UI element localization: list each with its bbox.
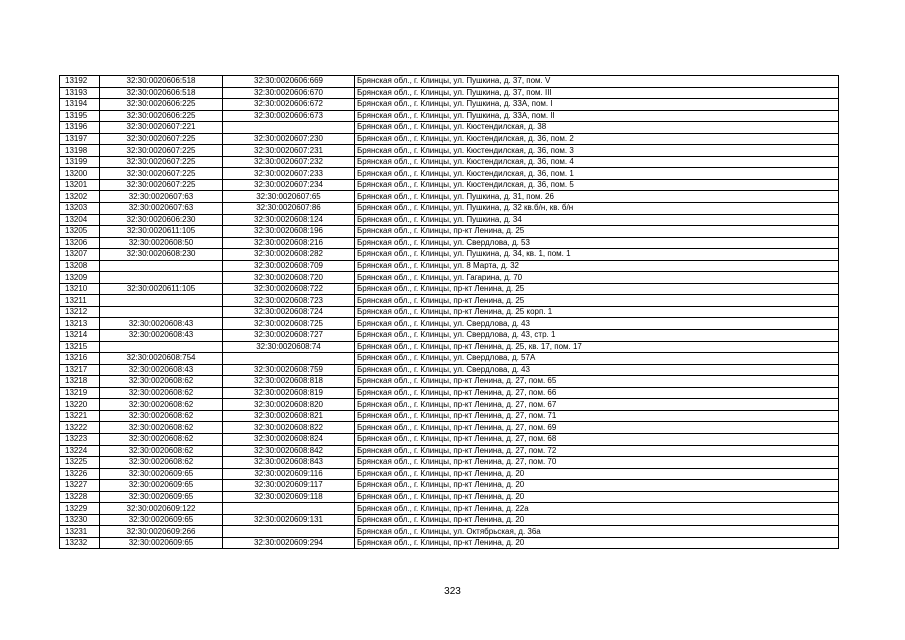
table-row bbox=[60, 203, 839, 215]
row-number-cell: 13200 bbox=[60, 168, 100, 180]
cadastral-number-cell: 32:30:0020609:294 bbox=[223, 537, 355, 549]
parent-cadastral-number-cell: 32:30:0020606:225 bbox=[100, 110, 223, 122]
cadastral-number-cell: 32:30:0020608:216 bbox=[223, 237, 355, 249]
address-cell: Брянская обл., г. Клинцы, ул. Пушкина, д. 33А, пом. II bbox=[355, 110, 839, 122]
address-cell: Брянская обл., г. Клинцы, ул. Кюстендилская, д. 36, пом. 2 bbox=[355, 133, 839, 145]
cadastral-number-cell: 32:30:0020608:822 bbox=[223, 422, 355, 434]
table-body bbox=[60, 76, 839, 549]
property-table bbox=[59, 75, 839, 549]
table-row bbox=[60, 526, 839, 538]
cadastral-number-cell: 32:30:0020609:116 bbox=[223, 468, 355, 480]
cadastral-number-cell bbox=[223, 503, 355, 515]
parent-cadastral-number-cell: 32:30:0020611:105 bbox=[100, 226, 223, 238]
row-number-cell: 13227 bbox=[60, 480, 100, 492]
cadastral-number-cell: 32:30:0020608:723 bbox=[223, 295, 355, 307]
row-number-cell: 13196 bbox=[60, 122, 100, 134]
row-number-cell: 13229 bbox=[60, 503, 100, 515]
address-cell: Брянская обл., г. Клинцы, пр-кт Ленина, д. 27, пом. 68 bbox=[355, 433, 839, 445]
table-row bbox=[60, 422, 839, 434]
parent-cadastral-number-cell: 32:30:0020608:50 bbox=[100, 237, 223, 249]
parent-cadastral-number-cell: 32:30:0020608:62 bbox=[100, 399, 223, 411]
row-number-cell: 13225 bbox=[60, 457, 100, 469]
parent-cadastral-number-cell bbox=[100, 306, 223, 318]
cadastral-number-cell: 32:30:0020606:669 bbox=[223, 76, 355, 88]
cadastral-number-cell: 32:30:0020607:86 bbox=[223, 203, 355, 215]
parent-cadastral-number-cell bbox=[100, 260, 223, 272]
cadastral-number-cell: 32:30:0020608:820 bbox=[223, 399, 355, 411]
row-number-cell: 13228 bbox=[60, 491, 100, 503]
parent-cadastral-number-cell: 32:30:0020608:62 bbox=[100, 376, 223, 388]
parent-cadastral-number-cell: 32:30:0020608:230 bbox=[100, 249, 223, 261]
table-row bbox=[60, 214, 839, 226]
address-cell: Брянская обл., г. Клинцы, ул. Кюстендилская, д. 38 bbox=[355, 122, 839, 134]
parent-cadastral-number-cell: 32:30:0020607:225 bbox=[100, 133, 223, 145]
row-number-cell: 13210 bbox=[60, 283, 100, 295]
table-row bbox=[60, 260, 839, 272]
table-row bbox=[60, 387, 839, 399]
row-number-cell: 13222 bbox=[60, 422, 100, 434]
cadastral-number-cell: 32:30:0020606:672 bbox=[223, 99, 355, 111]
table-row bbox=[60, 514, 839, 526]
row-number-cell: 13217 bbox=[60, 364, 100, 376]
row-number-cell: 13224 bbox=[60, 445, 100, 457]
table-row bbox=[60, 76, 839, 88]
parent-cadastral-number-cell: 32:30:0020608:62 bbox=[100, 410, 223, 422]
address-cell: Брянская обл., г. Клинцы, пр-кт Ленина, д. 20 bbox=[355, 514, 839, 526]
address-cell: Брянская обл., г. Клинцы, пр-кт Ленина, д. 27, пом. 72 bbox=[355, 445, 839, 457]
address-cell: Брянская обл., г. Клинцы, ул. Пушкина, д. 31, пом. 26 bbox=[355, 191, 839, 203]
row-number-cell: 13206 bbox=[60, 237, 100, 249]
address-cell: Брянская обл., г. Клинцы, пр-кт Ленина, д. 25 bbox=[355, 295, 839, 307]
parent-cadastral-number-cell: 32:30:0020609:122 bbox=[100, 503, 223, 515]
cadastral-number-cell: 32:30:0020608:821 bbox=[223, 410, 355, 422]
address-cell: Брянская обл., г. Клинцы, пр-кт Ленина, д. 20 bbox=[355, 480, 839, 492]
row-number-cell: 13199 bbox=[60, 156, 100, 168]
cadastral-number-cell: 32:30:0020609:131 bbox=[223, 514, 355, 526]
parent-cadastral-number-cell: 32:30:0020606:230 bbox=[100, 214, 223, 226]
cadastral-number-cell: 32:30:0020608:282 bbox=[223, 249, 355, 261]
parent-cadastral-number-cell: 32:30:0020609:65 bbox=[100, 491, 223, 503]
table-row bbox=[60, 110, 839, 122]
table-row bbox=[60, 295, 839, 307]
address-cell: Брянская обл., г. Клинцы, пр-кт Ленина, д. 25 bbox=[355, 283, 839, 295]
row-number-cell: 13209 bbox=[60, 272, 100, 284]
row-number-cell: 13226 bbox=[60, 468, 100, 480]
address-cell: Брянская обл., г. Клинцы, ул. Кюстендилская, д. 36, пом. 5 bbox=[355, 179, 839, 191]
parent-cadastral-number-cell: 32:30:0020609:65 bbox=[100, 468, 223, 480]
row-number-cell: 13203 bbox=[60, 203, 100, 215]
row-number-cell: 13201 bbox=[60, 179, 100, 191]
address-cell: Брянская обл., г. Клинцы, ул. Пушкина, д. 33А, пом. I bbox=[355, 99, 839, 111]
parent-cadastral-number-cell: 32:30:0020607:63 bbox=[100, 191, 223, 203]
cadastral-number-cell: 32:30:0020608:722 bbox=[223, 283, 355, 295]
row-number-cell: 13195 bbox=[60, 110, 100, 122]
address-cell: Брянская обл., г. Клинцы, ул. Октябрьская, д. 36а bbox=[355, 526, 839, 538]
cadastral-number-cell: 32:30:0020607:230 bbox=[223, 133, 355, 145]
cadastral-number-cell: 32:30:0020606:670 bbox=[223, 87, 355, 99]
parent-cadastral-number-cell: 32:30:0020607:221 bbox=[100, 122, 223, 134]
table-row bbox=[60, 376, 839, 388]
table-row bbox=[60, 87, 839, 99]
cadastral-number-cell: 32:30:0020608:724 bbox=[223, 306, 355, 318]
row-number-cell: 13197 bbox=[60, 133, 100, 145]
table-row bbox=[60, 480, 839, 492]
address-cell: Брянская обл., г. Клинцы, пр-кт Ленина, д. 27, пом. 70 bbox=[355, 457, 839, 469]
table-row bbox=[60, 491, 839, 503]
parent-cadastral-number-cell: 32:30:0020607:225 bbox=[100, 168, 223, 180]
parent-cadastral-number-cell: 32:30:0020608:43 bbox=[100, 318, 223, 330]
row-number-cell: 13204 bbox=[60, 214, 100, 226]
row-number-cell: 13230 bbox=[60, 514, 100, 526]
address-cell: Брянская обл., г. Клинцы, пр-кт Ленина, д. 20 bbox=[355, 468, 839, 480]
address-cell: Брянская обл., г. Клинцы, ул. 8 Марта, д. 32 bbox=[355, 260, 839, 272]
table-row bbox=[60, 283, 839, 295]
address-cell: Брянская обл., г. Клинцы, пр-кт Ленина, д. 20 bbox=[355, 537, 839, 549]
table-row bbox=[60, 237, 839, 249]
page-number: 323 bbox=[444, 586, 461, 597]
address-cell: Брянская обл., г. Клинцы, ул. Свердлова, д. 53 bbox=[355, 237, 839, 249]
table-row bbox=[60, 179, 839, 191]
row-number-cell: 13205 bbox=[60, 226, 100, 238]
cadastral-number-cell: 32:30:0020607:232 bbox=[223, 156, 355, 168]
address-cell: Брянская обл., г. Клинцы, ул. Пушкина, д. 34, кв. 1, пом. 1 bbox=[355, 249, 839, 261]
row-number-cell: 13211 bbox=[60, 295, 100, 307]
cadastral-number-cell: 32:30:0020608:196 bbox=[223, 226, 355, 238]
table-row bbox=[60, 122, 839, 134]
row-number-cell: 13231 bbox=[60, 526, 100, 538]
table-row bbox=[60, 433, 839, 445]
table-row bbox=[60, 410, 839, 422]
cadastral-number-cell: 32:30:0020608:843 bbox=[223, 457, 355, 469]
address-cell: Брянская обл., г. Клинцы, пр-кт Ленина, д. 27, пом. 66 bbox=[355, 387, 839, 399]
parent-cadastral-number-cell: 32:30:0020607:225 bbox=[100, 145, 223, 157]
row-number-cell: 13194 bbox=[60, 99, 100, 111]
parent-cadastral-number-cell: 32:30:0020607:225 bbox=[100, 179, 223, 191]
table-row bbox=[60, 399, 839, 411]
row-number-cell: 13207 bbox=[60, 249, 100, 261]
cadastral-number-cell: 32:30:0020607:65 bbox=[223, 191, 355, 203]
parent-cadastral-number-cell: 32:30:0020608:62 bbox=[100, 433, 223, 445]
row-number-cell: 13208 bbox=[60, 260, 100, 272]
address-cell: Брянская обл., г. Клинцы, пр-кт Ленина, д. 27, пом. 65 bbox=[355, 376, 839, 388]
cadastral-number-cell: 32:30:0020608:824 bbox=[223, 433, 355, 445]
parent-cadastral-number-cell: 32:30:0020608:62 bbox=[100, 387, 223, 399]
address-cell: Брянская обл., г. Клинцы, пр-кт Ленина, д. 22а bbox=[355, 503, 839, 515]
table-row bbox=[60, 537, 839, 549]
address-cell: Брянская обл., г. Клинцы, пр-кт Ленина, д. 20 bbox=[355, 491, 839, 503]
address-cell: Брянская обл., г. Клинцы, ул. Свердлова, д. 57А bbox=[355, 353, 839, 365]
table-row bbox=[60, 249, 839, 261]
table-row bbox=[60, 133, 839, 145]
parent-cadastral-number-cell: 32:30:0020606:518 bbox=[100, 87, 223, 99]
cadastral-number-cell: 32:30:0020607:231 bbox=[223, 145, 355, 157]
row-number-cell: 13232 bbox=[60, 537, 100, 549]
row-number-cell: 13223 bbox=[60, 433, 100, 445]
parent-cadastral-number-cell bbox=[100, 272, 223, 284]
address-cell: Брянская обл., г. Клинцы, ул. Свердлова, д. 43 bbox=[355, 318, 839, 330]
table-row bbox=[60, 226, 839, 238]
address-cell: Брянская обл., г. Клинцы, пр-кт Ленина, д. 27, пом. 69 bbox=[355, 422, 839, 434]
address-cell: Брянская обл., г. Клинцы, пр-кт Ленина, д. 25 корп. 1 bbox=[355, 306, 839, 318]
table-row bbox=[60, 156, 839, 168]
cadastral-number-cell bbox=[223, 526, 355, 538]
parent-cadastral-number-cell: 32:30:0020608:754 bbox=[100, 353, 223, 365]
table-row bbox=[60, 306, 839, 318]
parent-cadastral-number-cell: 32:30:0020609:65 bbox=[100, 537, 223, 549]
table-row bbox=[60, 191, 839, 203]
parent-cadastral-number-cell: 32:30:0020609:65 bbox=[100, 480, 223, 492]
address-cell: Брянская обл., г. Клинцы, ул. Пушкина, д. 32 кв.б/н, кв. б/н bbox=[355, 203, 839, 215]
table-row bbox=[60, 503, 839, 515]
parent-cadastral-number-cell: 32:30:0020608:43 bbox=[100, 364, 223, 376]
parent-cadastral-number-cell: 32:30:0020607:63 bbox=[100, 203, 223, 215]
address-cell: Брянская обл., г. Клинцы, ул. Кюстендилская, д. 36, пом. 4 bbox=[355, 156, 839, 168]
row-number-cell: 13218 bbox=[60, 376, 100, 388]
cadastral-number-cell: 32:30:0020608:819 bbox=[223, 387, 355, 399]
table-row bbox=[60, 318, 839, 330]
address-cell: Брянская обл., г. Клинцы, ул. Кюстендилская, д. 36, пом. 3 bbox=[355, 145, 839, 157]
cadastral-number-cell bbox=[223, 353, 355, 365]
parent-cadastral-number-cell: 32:30:0020608:62 bbox=[100, 457, 223, 469]
row-number-cell: 13192 bbox=[60, 76, 100, 88]
table-row bbox=[60, 468, 839, 480]
row-number-cell: 13219 bbox=[60, 387, 100, 399]
parent-cadastral-number-cell bbox=[100, 295, 223, 307]
address-cell: Брянская обл., г. Клинцы, ул. Пушкина, д. 37, пом. III bbox=[355, 87, 839, 99]
cadastral-number-cell: 32:30:0020608:709 bbox=[223, 260, 355, 272]
row-number-cell: 13216 bbox=[60, 353, 100, 365]
address-cell: Брянская обл., г. Клинцы, пр-кт Ленина, д. 27, пом. 71 bbox=[355, 410, 839, 422]
row-number-cell: 13213 bbox=[60, 318, 100, 330]
row-number-cell: 13193 bbox=[60, 87, 100, 99]
row-number-cell: 13220 bbox=[60, 399, 100, 411]
parent-cadastral-number-cell: 32:30:0020606:518 bbox=[100, 76, 223, 88]
row-number-cell: 13214 bbox=[60, 330, 100, 342]
row-number-cell: 13198 bbox=[60, 145, 100, 157]
row-number-cell: 13202 bbox=[60, 191, 100, 203]
table-row bbox=[60, 330, 839, 342]
table-row bbox=[60, 364, 839, 376]
table-row bbox=[60, 99, 839, 111]
cadastral-number-cell: 32:30:0020608:720 bbox=[223, 272, 355, 284]
table-row bbox=[60, 457, 839, 469]
cadastral-number-cell: 32:30:0020609:118 bbox=[223, 491, 355, 503]
cadastral-number-cell: 32:30:0020608:727 bbox=[223, 330, 355, 342]
address-cell: Брянская обл., г. Клинцы, ул. Гагарина, д. 70 bbox=[355, 272, 839, 284]
address-cell: Брянская обл., г. Клинцы, ул. Пушкина, д. 34 bbox=[355, 214, 839, 226]
cadastral-number-cell: 32:30:0020607:234 bbox=[223, 179, 355, 191]
parent-cadastral-number-cell: 32:30:0020608:62 bbox=[100, 422, 223, 434]
address-cell: Брянская обл., г. Клинцы, ул. Пушкина, д. 37, пом. V bbox=[355, 76, 839, 88]
address-cell: Брянская обл., г. Клинцы, ул. Кюстендилская, д. 36, пом. 1 bbox=[355, 168, 839, 180]
cadastral-number-cell: 32:30:0020608:842 bbox=[223, 445, 355, 457]
address-cell: Брянская обл., г. Клинцы, ул. Свердлова, д. 43, стр. 1 bbox=[355, 330, 839, 342]
row-number-cell: 13212 bbox=[60, 306, 100, 318]
parent-cadastral-number-cell bbox=[100, 341, 223, 353]
parent-cadastral-number-cell: 32:30:0020609:266 bbox=[100, 526, 223, 538]
cadastral-number-cell: 32:30:0020606:673 bbox=[223, 110, 355, 122]
cadastral-number-cell: 32:30:0020608:725 bbox=[223, 318, 355, 330]
cadastral-number-cell: 32:30:0020607:233 bbox=[223, 168, 355, 180]
cadastral-number-cell: 32:30:0020609:117 bbox=[223, 480, 355, 492]
address-cell: Брянская обл., г. Клинцы, ул. Свердлова, д. 43 bbox=[355, 364, 839, 376]
address-cell: Брянская обл., г. Клинцы, пр-кт Ленина, д. 25 bbox=[355, 226, 839, 238]
cadastral-number-cell: 32:30:0020608:759 bbox=[223, 364, 355, 376]
cadastral-number-cell: 32:30:0020608:818 bbox=[223, 376, 355, 388]
parent-cadastral-number-cell: 32:30:0020607:225 bbox=[100, 156, 223, 168]
cadastral-number-cell: 32:30:0020608:74 bbox=[223, 341, 355, 353]
table-row bbox=[60, 445, 839, 457]
table-row bbox=[60, 145, 839, 157]
table-row bbox=[60, 353, 839, 365]
cadastral-number-cell bbox=[223, 122, 355, 134]
cadastral-number-cell: 32:30:0020608:124 bbox=[223, 214, 355, 226]
address-cell: Брянская обл., г. Клинцы, пр-кт Ленина, д. 25, кв. 17, пом. 17 bbox=[355, 341, 839, 353]
parent-cadastral-number-cell: 32:30:0020606:225 bbox=[100, 99, 223, 111]
table-row bbox=[60, 272, 839, 284]
table-row bbox=[60, 168, 839, 180]
address-cell: Брянская обл., г. Клинцы, пр-кт Ленина, д. 27, пом. 67 bbox=[355, 399, 839, 411]
row-number-cell: 13215 bbox=[60, 341, 100, 353]
parent-cadastral-number-cell: 32:30:0020608:62 bbox=[100, 445, 223, 457]
row-number-cell: 13221 bbox=[60, 410, 100, 422]
table-row bbox=[60, 341, 839, 353]
parent-cadastral-number-cell: 32:30:0020608:43 bbox=[100, 330, 223, 342]
parent-cadastral-number-cell: 32:30:0020609:65 bbox=[100, 514, 223, 526]
parent-cadastral-number-cell: 32:30:0020611:105 bbox=[100, 283, 223, 295]
